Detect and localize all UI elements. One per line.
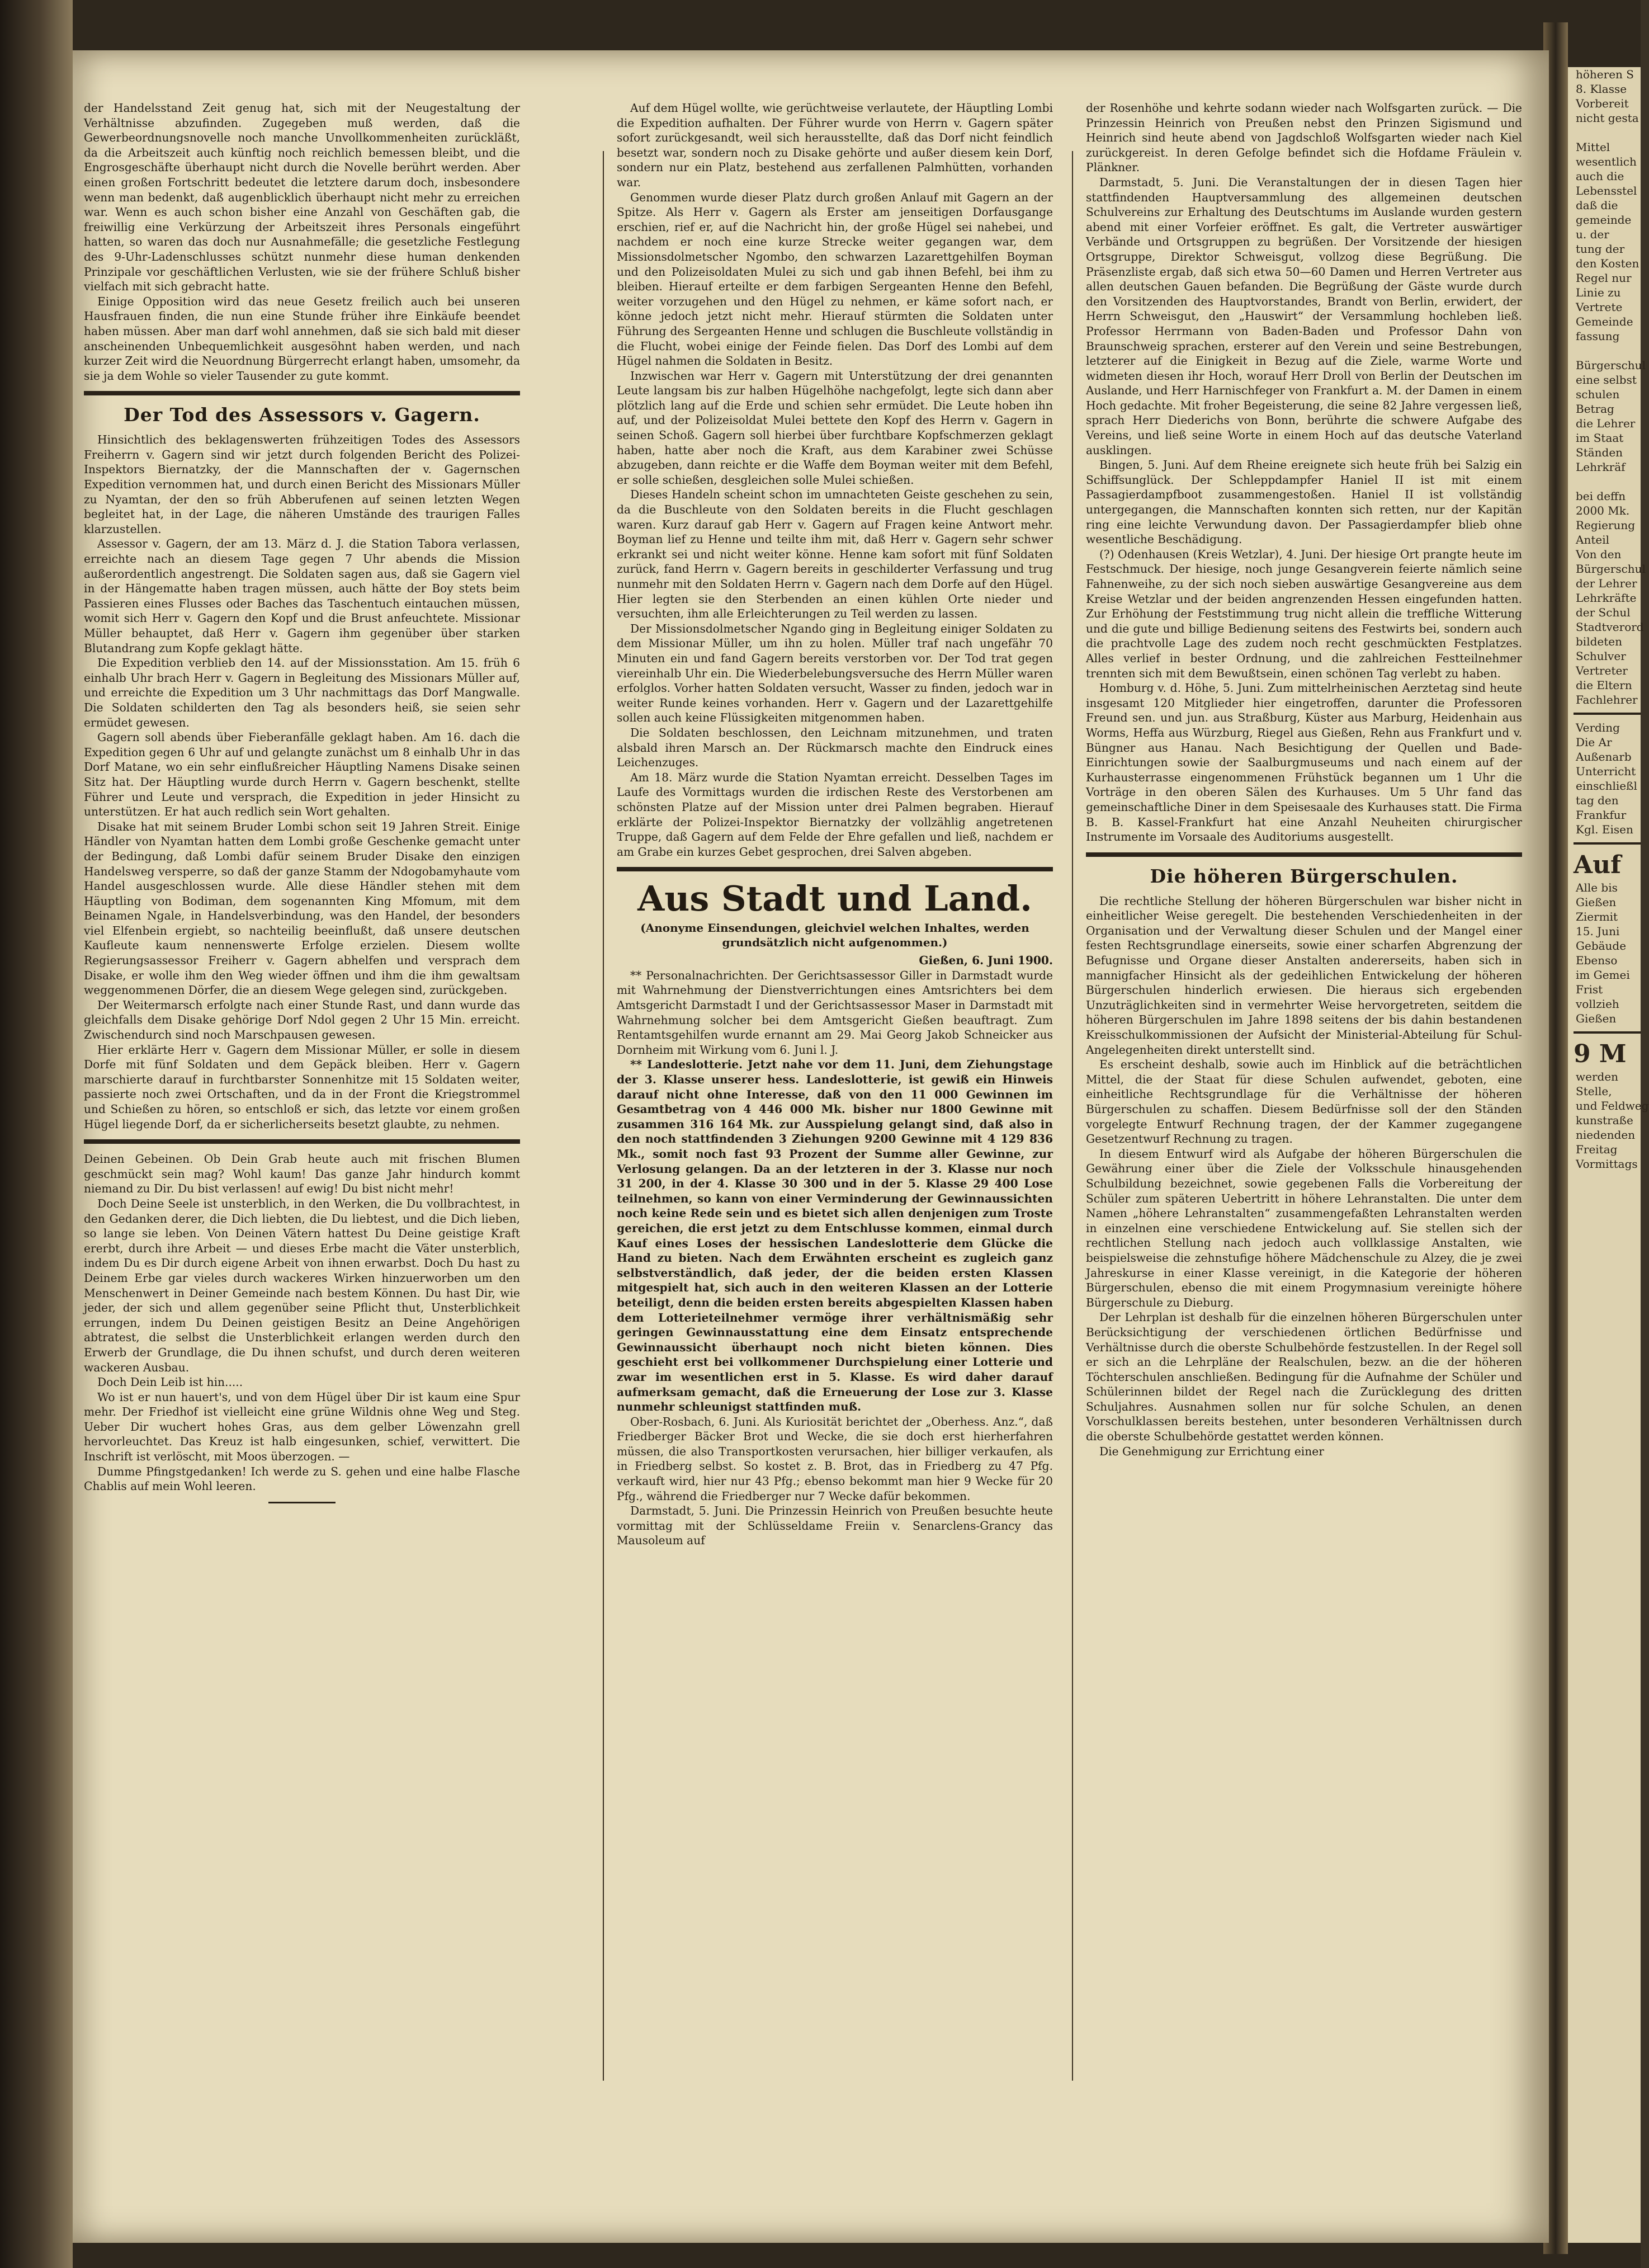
paragraph: Wo ist er nun hauert's, und von dem Hügel über Dir ist kaum eine Spur mehr. Der Friedhof ist vielleicht eine grüne Wildnis ohne Weg und Steg. Ueber Dir wuchert hohes Gras, aus dem gelber Löwenzahn grell hervorleuchtet. Das Kreuz ist halb eingesunken, schief, verwittert. Die Inschrift ist verlöscht, mit Moos überzogen. —: [84, 1390, 520, 1464]
paragraph: In diesem Entwurf wird als Aufgabe der höheren Bürgerschulen die Gewährung einer über die Ziele der Volksschule hinausgehenden Schulbildung bezeichnet, sowie gegebenen Falls die Vorbereitung der Schüler zum späteren Uebertritt in höhere Lehranstalten. Die unter dem Namen „höhere Lehranstalten“ zusammengefaßten Lehranstalten werden in einzelnen eine verschiedene Entwickelung auf. Sie stellen sich der rechtlichen Stellung nach jedoch auch vollklassige Anstalten, wie beispielsweise die zehnstufige höhere Mädchenschule zu Alzey, die je zwei Jahreskurse in einer Klasse vereinigt, in die Kategorie der höheren Bürgerschulen, ebenso die mit einem Progymnasium vereinigte höhere Bürgerschule zu Dieburg.: [1086, 1147, 1522, 1309]
article-heading: Der Tod des Assessors v. Gagern.: [124, 404, 480, 426]
next-page-line: bei deffn: [1576, 489, 1626, 503]
paragraph: Dumme Pfingstgedanken! Ich werde zu S. gehen und eine halbe Flasche Chablis auf mein Wohl leeren.: [84, 1464, 520, 1493]
next-page-line: Stelle,: [1576, 1085, 1612, 1098]
next-page-line: Regel nur: [1576, 271, 1632, 285]
next-page-line: schulen: [1576, 388, 1620, 401]
paragraph: Bingen, 5. Juni. Auf dem Rheine ereignete sich heute früh bei Salzig ein Schiffsunglück. Der Schleppdampfer Haniel II ist mit einem Passagierdampfboot zusammengestoßen. Haniel II ist vollständig untergegangen, die Mannschaften konnten sich retten, nur der Kapitän ring eine leichte Verwundung davon. Der Passagierdampfer blieb ohne wesentliche Beschädigung.: [1086, 458, 1522, 546]
paragraph: Inzwischen war Herr v. Gagern mit Unterstützung der drei genannten Leute langsam bis zur halben Hügelhöhe nachgefolgt, legte sich dann aber plötzlich lang auf die Erde und schien sehr ermüdet. Die Leute hoben ihn auf, und der Polizeisoldat Mulei bettete den Kopf des Herrn v. Gagern in seinen Schoß. Gagern soll hierbei über furchtbare Kopfschmerzen geklagt haben, hatte aber noch die Kraft, aus dem Karabiner zwei Schüsse abzugeben, dann reichte er die Waffe dem Boyman weiter mit dem Befehl, er solle schießen, desgleichen solle Mulei schießen.: [617, 369, 1053, 487]
next-page-big-heading: Auf: [1574, 851, 1622, 879]
next-page-line: vollzieh: [1576, 997, 1619, 1011]
next-page-line: Anteil: [1576, 533, 1609, 546]
next-page-line: Ständen: [1576, 446, 1623, 459]
paragraph: Ober-Rosbach, 6. Juni. Als Kuriosität berichtet der „Oberhess. Anz.“, daß Friedberger Bäcker Brot und Wecke, die sie doch erst hierherfahren müssen, die also Transportkosten verursachen, hier billiger verkaufen, als in Friedberg selbst. So kostet z. B. Brot, das in Friedberg zu 47 Pfg. verkauft wird, hier nur 43 Pfg.; ebenso bekommt man hier 9 Wecke für 20 Pfg., während die Friedberger nur 7 Wecke dafür bekommen.: [617, 1414, 1053, 1503]
column-rule: [1072, 151, 1073, 2081]
next-page-line: und Feldweg: [1576, 1099, 1649, 1112]
next-page-line: Bürgerschul: [1576, 562, 1646, 576]
paragraph: Es erscheint deshalb, sowie auch im Hinblick auf die beträchtlichen Mittel, die der Staat für diese Schulen aufwendet, geboten, eine einheitliche Rechtsgrundlage für die Verhältnisse der höheren Bürgerschulen zu schaffen. Diesem Bedürfnisse soll der den Ständen vorgelegte Entwurf Rechnung tragen, der der Kammer zugegangene Gesetzentwurf Rechnung zu tragen.: [1086, 1058, 1522, 1146]
next-page-line: Gießen: [1576, 895, 1617, 909]
dateline: Gießen, 6. Juni 1900.: [919, 954, 1053, 968]
next-page-line: Verding: [1576, 721, 1620, 734]
next-page-line: Ebenso: [1576, 954, 1618, 967]
next-page-line: wesentlich: [1576, 155, 1637, 168]
next-page-line: der Lehrer: [1576, 577, 1637, 590]
article-heading: Die höheren Bürgerschulen.: [1150, 865, 1458, 887]
next-page-line: eine selbst: [1576, 373, 1637, 386]
next-page-line: Frist: [1576, 983, 1603, 996]
next-page-line: den Kosten: [1576, 257, 1639, 270]
next-page-line: Vertreter: [1576, 664, 1628, 677]
next-page-line: einschließl: [1576, 779, 1637, 793]
next-page-box: [1568, 1069, 1649, 1171]
paragraph: Gagern soll abends über Fieberanfälle geklagt haben. Am 16. dach die Expedition gegen 6 Uhr auf und gelangte zunächst um 8 einhalb Uhr in das Dorf Matane, wo ein sehr einflußreicher Häuptling Namens Disake seinen Sitz hat. Der Häuptling wurde durch Herrn v. Gagern beschenkt, stellte Führer und Leute und versprach, die Expedition in jeder Hinsicht zu unterstützen. Er hat auch redlich sein Wort gehalten.: [84, 730, 520, 819]
next-page-line: fassung: [1576, 329, 1620, 343]
paragraph: Der Weitermarsch erfolgte nach einer Stunde Rast, und dann wurde das gleichfalls dem Disake gehörige Dorf Ndol gegen 2 Uhr 15 Min. erreicht. Zwischendurch sind noch Marschpausen gewesen.: [84, 998, 520, 1042]
next-page-line: werden: [1576, 1070, 1619, 1083]
next-page-line: bildeten: [1576, 635, 1622, 648]
paragraph: ** Personalnachrichten. Der Gerichtsassessor Giller in Darmstadt wurde mit Wahrnehmung der Dienstverrichtungen eines Amtsrichters bei dem Amtsgericht Darmstadt I und der Gerichtsassessor Maser in Darmstadt mit Wahrnehmung solcher bei dem Amtsgericht Gießen beauftragt. Zum Rentamtsgehilfen wurde ernannt am 29. Mai Georg Jakob Schneicker aus Dornheim mit Wirkung vom 6. Juni l. J.: [617, 968, 1053, 1057]
next-page-line: 2000 Mk.: [1576, 504, 1630, 517]
next-page-line: höheren S: [1576, 68, 1634, 81]
next-page-line: Mittel: [1576, 140, 1610, 154]
paragraph: Deinen Gebeinen. Ob Dein Grab heute auch mit frischen Blumen geschmückt sein mag? Wohl kaum! Das ganze Jahr hindurch kommt niemand zu Dir. Du bist verlassen! auf ewig! Du bist nicht mehr!: [84, 1152, 520, 1196]
next-page-line: Gemeinde: [1576, 315, 1633, 328]
next-page-line: der Schul: [1576, 606, 1631, 619]
next-page-line: die Lehrer: [1576, 417, 1636, 430]
paragraph: Hier erklärte Herr v. Gagern dem Missionar Müller, er solle in diesem Dorfe mit fünf Soldaten und dem Gepäck bleiben. Herr v. Gagern marschierte darauf in furchtbarster Sonnenhitze mit 15 Soldaten weiter, passierte noch zwei Ortschaften, und da in der Front die Kriegstrommel und Schießen zu hören, so entschloß er sich, das letzte vor einem großen Hügel liegende Dorf, da er sicherlicherseits besetzt glaubte, zu nehmen.: [84, 1043, 520, 1131]
paragraph: (?) Odenhausen (Kreis Wetzlar), 4. Juni. Der hiesige Ort prangte heute im Festschmuck. Der hiesige, noch junge Gesangverein feierte nämlich seine Fahnenweihe, zu der sich noch sieben auswärtige Gesangvereine aus dem Kreise Wetzlar und der beiden angrenzenden Hessen eingefunden hatten. Zur Erhöhung der Feststimmung trug nicht allein die treffliche Witterung und die gute und billige Bedienung seitens des Festwirts bei, sondern auch die prachtvolle Lage des zudem noch recht geschmückten Festplatzes. Alles verlief in bester Ordnung, und die zahlreichen Festteilnehmer trennten sich mit dem Bewußtsein, einen schönen Tag verlebt zu haben.: [1086, 547, 1522, 680]
next-page-line: Freitag: [1576, 1143, 1618, 1156]
next-page-line: Schulver: [1576, 649, 1626, 663]
next-page-line: im Gemei: [1576, 968, 1630, 982]
section-subtitle: (Anonyme Einsendungen, gleichviel welchen Inhaltes, werden grundsätzlich nicht aufgenommen.): [640, 921, 1029, 950]
divider: [617, 867, 1053, 871]
next-page-line: Vorbereit: [1576, 97, 1629, 110]
paragraph: Hinsichtlich des beklagenswerten frühzeitigen Todes des Assessors Freiherrn v. Gagern sind wir jetzt durch folgenden Bericht des Polizei-Inspektors Biernatzky, der die Mannschaften der v. Gagernschen Expedition vernommen hat, und durch einen Bericht des Missionars Müller zu Nyamtan, der den so früh Abberufenen auf seinen letzten Wegen begleitet hat, in der Lage, die näheren Umstände des traurigen Falles klarzustellen.: [84, 433, 520, 536]
next-page-line: Ziermit: [1576, 910, 1618, 923]
next-page-line: im Staat: [1576, 431, 1624, 445]
paragraph: Auf dem Hügel wollte, wie gerüchtweise verlautete, der Häuptling Lombi die Expedition aufhalten. Der Führer wurde von Herrn v. Gagern später sofort zurückgesandt, weil sich herausstellte, daß das Dorf nicht feindlich besetzt war, sondern noch zu Disake gehörte und außer diesem kein Dorf, sondern nur ein Platz, bestehend aus zerfallenen Palmhütten, vorhanden war.: [617, 101, 1053, 189]
section-title: Aus Stadt und Land.: [637, 878, 1032, 920]
next-page-line: Lehrkräf: [1576, 460, 1626, 474]
column-3: [1086, 101, 1522, 1459]
next-page-line: [1568, 343, 1641, 358]
next-page-line: tag den: [1576, 794, 1619, 807]
next-page-line: [1568, 125, 1641, 140]
column-2: [617, 101, 1053, 1548]
divider: [84, 1139, 520, 1144]
next-page-line: Betrag: [1576, 402, 1614, 416]
paragraph: Die Genehmigung zur Errichtung einer: [1099, 1444, 1324, 1458]
paragraph: Genommen wurde dieser Platz durch großen Anlauf mit Gagern an der Spitze. Als Herr v. Gagern als Erster am jenseitigen Dorfausgange erschien, rief er, auf die Nachricht hin, der große Hügel sei nahebei, und nachdem er noch eine kurze Strecke weiter gegangen war, dem Missionsdolmetscher Ngombo, den schwarzen Lazarettgehilfen Boyman und den Polizeisoldaten Mulei zu sich und gab ihnen Befehl, bei ihm zu bleiben. Hierauf erteilte er dem farbigen Sergeanten Henne den Befehl, weiter vorzugehen und den Hügel zu nehmen, er käme sofort nach, er könne jedoch jetzt nicht mehr. Hierauf stürmten die Soldaten unter Führung des Sergeanten Henne und schlugen die Buschleute vollständig in die Flucht, wobei einige der Feinde fielen. Das Dorf des Lombi auf dem Hügel nahmen die Soldaten in Besitz.: [617, 190, 1053, 368]
paragraph: Doch Deine Seele ist unsterblich, in den Werken, die Du vollbrachtest, in den Gedanken derer, die Dich liebten, die Du liebtest, und die Dich lieben, so lange sie leben. Von Deinen Vätern hattest Du Deine geistige Kraft ererbt, durch ihre Arbeit — und dieses Erbe macht die Väter unsterblich, indem Du es Dir durch eigene Arbeit von ihnen erwarbst. Doch Du hast zu Deinem Erbe gar vieles durch wackeres Wirken hinzuerworben um den Menschenwert in Deiner Gemeinde nach bestem Können. Du hast Dir, wie jeder, der sich und allem gegenüber seine Pflicht thut, Unsterblichkeit errungen, indem Du Deinen geistigen Besitz an Deine Angehörigen abtratest, die selbst die Unsterblichkeit erlangen werden durch den Erwerb der Grundlage, die Du ihnen schufst, und durch deren weiteren wackeren Ausbau.: [84, 1196, 520, 1374]
next-page-line: Unterricht: [1576, 765, 1636, 778]
paragraph: Homburg v. d. Höhe, 5. Juni. Zum mittelrheinischen Aerztetag sind heute insgesamt 120 Mitglieder hier eingetroffen, darunter die Professoren Freund sen. und jun. aus Straßburg, Küster aus Marburg, Heidenhain aus Worms, Heffa aus Würzburg, Riegel aus Gießen, Rehn aus Frankfurt und v. Büngner aus Hanau. Nach Besichtigung der Quellen und Bade-Einrichtungen sowie der Saalburgmuseums und nach einem auf der Kurhausterrasse eingenommenen Frühstück begannen um 1 Uhr die Vorträge in den oberen Sälen des Kurhauses. Um 5 Uhr fand das gemeinschaftliche Diner in dem Speisesaale des Kurhauses statt. Die Firma B. B. Kassel-Frankfurt hat eine Anzahl Neuheiten chirurgischer Instrumente im Vorsaale des Auditoriums ausgestellt.: [1086, 681, 1522, 844]
next-page-line: Vormittags: [1576, 1157, 1638, 1171]
next-page-line: Gießen: [1576, 1012, 1617, 1025]
next-page-line: kunstraße: [1576, 1114, 1633, 1127]
divider: [84, 391, 520, 395]
next-page-line: Gebäude: [1576, 939, 1627, 953]
next-page-line: Von den: [1576, 548, 1622, 561]
next-page-box: [1568, 880, 1641, 1026]
paragraph: Am 18. März wurde die Station Nyamtan erreicht. Desselben Tages im Laufe des Vormittags wurden die irdischen Reste des Verstorbenen am schönsten Platze auf der Mission unter drei Palmen begraben. Hierauf erklärte der Polizei-Inspektor Biernatzky der vollzählig angetretenen Truppe, daß Gagern auf dem Felde der Ehre gefallen und ließ, nachdem er am Grabe ein kurzes Gebet gesprochen, drei Salven abgeben.: [617, 770, 1053, 859]
paragraph: Der Missionsdolmetscher Ngando ging in Begleitung einiger Soldaten zu dem Missionar Müller, um ihn zu holen. Müller traf nach ungefähr 70 Minuten ein und fand Gagern bereits verstorben vor. Der Tod trat gegen viereinhalb Uhr ein. Die Wiederbelebungsversuche des Herrn Müller waren erfolglos. Vorher hatten Soldaten versucht, Wasser zu finden, jedoch war in weiter Runde keines vorhanden. Herr v. Gagern und der Lazarettgehilfe sollen auch keine Flüssigkeiten mitgenommen haben.: [617, 621, 1053, 725]
paragraph: Der Lehrplan ist deshalb für die einzelnen höheren Bürgerschulen unter Berücksichtigung der verschiedenen örtlichen Bedürfnisse und Verhältnisse durch die oberste Schulbehörde festzustellen. In der Regel soll er sich an die Lehrpläne der Realschulen, bezw. an die der höheren Töchterschulen anschließen. Bedingung für die Aufnahme der Schüler und Schülerinnen bildet der Regel nach die Zurücklegung des dritten Schuljahres. Ausnahmen sollen nur für solche Schulen, an denen Vorschulklassen bereits bestehen, unter besonderen Verhältnissen durch die oberste Schulbehörde gestattet werden können.: [1086, 1310, 1522, 1444]
next-page-edge: [1568, 67, 1649, 2243]
paragraph: Die rechtliche Stellung der höheren Bürgerschulen war bisher nicht in einheitlicher Weise geregelt. Die bestehenden Verschiedenheiten in der Organisation und der Verwaltung dieser Schulen und der Mangel einer festen Rechtsgrundlage einerseits, sowie einer scharfen Abgrenzung der Befugnisse und Organe dieser Anstalten andererseits, haben sich in mannigfacher Hinsicht als der gedeihlichen Entwickelung der höheren Bürgerschulen hinderlich erwiesen. Die hieraus sich ergebenden Unzuträglichkeiten sind in vermehrter Weise hervorgetreten, seitdem die höheren Bürgerschulen im Jahre 1898 seitens der bis dahin bestandenen Kreisschulkommissionen der Aufsicht der Ministerial-Abteilung für Schul-Angelegenheiten direkt unterstellt sind.: [1086, 894, 1522, 1057]
column-1: [84, 101, 520, 1511]
paragraph: Disake hat mit seinem Bruder Lombi schon seit 19 Jahren Streit. Einige Händler von Nyamtan hatten dem Lombi große Geschenke gemacht unter der Bedingung, daß Lombi dafür seinem Bruder Disake den einzigen Handelsweg versperre, so daß der ganze Stamm der Ndogobamyhaute vom Handel ausgeschlossen wurde. Alle diese Händler stehen mit dem Häuptling von Bodiman, dem sogenannten King Mfomum, mit dem Beinamen Ngale, in Handelsverbindung, was den Handel, der besonders viel Elfenbein ergiebt, so nachteilig beeinflußt, daß unsere deutschen Kaufleute kaum nennenswerte Erfolge erzielen. Diesem wollte Regierungsassessor Freiherr v. Gagern abhelfen und versprach dem Disake, er wolle ihm den Weg wieder öffnen und ihm die ihm gewaltsam weggenommenen Dörfer, die an diesem Wege gelegen sind, zurückgeben.: [84, 819, 520, 997]
paragraph: Einige Opposition wird das neue Gesetz freilich auch bei unseren Hausfrauen finden, die nun eine Stunde früher ihre Einkäufe beendet haben müssen. Aber man darf wohl annehmen, daß sie sich bald mit dieser anscheinenden Unbequemlichkeit ausgesöhnt haben werden, und nach kurzer Zeit wird die Neuordnung Bürgerrecht erlangt haben, umsomehr, da sie ja dem Wohle so vieler Tausender zu gute kommt.: [84, 294, 520, 383]
paragraph: der Rosenhöhe und kehrte sodann wieder nach Wolfsgarten zurück. — Die Prinzessin Heinrich von Preußen nebst den Prinzen Sigismund und Heinrich sind heute abend von Jagdschloß Wolfsgarten wieder nach Kiel zurückgereist. In deren Gefolge befindet sich die Hofdame Fräulein v. Plänkner.: [1086, 101, 1522, 175]
next-page-line: niedenden: [1576, 1128, 1636, 1142]
divider: [1574, 1031, 1641, 1034]
next-page-line: nicht gesta: [1576, 111, 1639, 125]
next-page-line: Stadtverord: [1576, 620, 1644, 634]
next-page-box: [1568, 720, 1641, 837]
next-page-line: tung der: [1576, 242, 1625, 256]
next-page-line: Die Ar: [1576, 735, 1612, 749]
next-page-line: [1568, 474, 1641, 489]
next-page-line: Bürgerschul: [1576, 359, 1646, 372]
next-page-line: u. der: [1576, 228, 1609, 241]
next-page-line: Lebensstel: [1576, 184, 1637, 197]
next-page-line: Fachlehrer: [1576, 693, 1638, 706]
next-page-line: Alle bis: [1576, 881, 1618, 894]
end-rule: [268, 1502, 336, 1503]
paragraph: ** Landeslotterie. Jetzt nahe vor dem 11. Juni, dem Ziehungstage der 3. Klasse unserer hess. Landeslotterie, ist gewiß ein Hinweis darauf nicht ohne Interesse, daß von den 11 000 Gewinnen im Gesamtbetrag von 4 446 000 Mk. bisher nur 1800 Gewinne mit zusammen 316 164 Mk. zur Ausspielung gelangt sind, daß also in den noch stattfindenden 3 Ziehungen 9200 Gewinne mit 4 129 836 Mk., somit noch fast 93 Prozent der Summe aller Gewinne, zur Verlosung gelangen. Da an der letzteren in der 3. Klasse nur noch 31 200, in der 4. Klasse 30 300 und in der 5. Klasse 29 400 Lose teilnehmen, so kann von einer Verminderung der Gewinnaussichten noch keine Rede sein und es bietet sich allen denjenigen zum Troste gereichen, die erst jetzt zu dem Entschlusse kommen, einmal durch Kauf eines Loses der hessischen Landeslotterie dem Glücke die Hand zu bieten. Nach dem Erwähnten erscheint es zugleich ganz selbstverständlich, daß jeder, der die beiden ersten Klassen mitgespielt hat, sich auch in den weiteren Klassen an der Lotterie beteiligt, denn die beiden ersten bereits abgespielten Klassen haben dem Lotterieteilnehmer vermöge ihrer verhältnismäßig sehr geringen Gewinnausstattung eine dem Einsatz entsprechende Gewinnaussicht überhaupt noch nicht bieten können. Dies geschieht erst bei vollkommener Durchspielung einer Lotterie und zwar im wesentlichen erst in 5. Klasse. Es wird daher darauf aufmerksam gemacht, daß die Erneuerung der Lose zur 3. Klasse nunmehr schleunigst stattfinden muß.: [617, 1058, 1053, 1414]
next-page-line: Vertrete: [1576, 300, 1623, 314]
next-page-line: die Eltern: [1576, 678, 1632, 692]
paragraph: Die Expedition verblieb den 14. auf der Missionsstation. Am 15. früh 6 einhalb Uhr brach Herr v. Gagern in Begleitung des Missionars Müller auf, und erreichte die Expedition um 3 Uhr nachmittags das Dorf Mangwalle. Die Soldaten schilderten den Tag als besonders heiß, sie seien sehr ermüdet gewesen.: [84, 656, 520, 729]
next-page-line: auch die: [1576, 169, 1624, 183]
next-page-line: daß die: [1576, 199, 1618, 212]
paragraph: Doch Dein Leib ist hin.....: [97, 1375, 243, 1389]
next-page-line: Kgl. Eisen: [1576, 823, 1633, 836]
divider: [1086, 852, 1522, 857]
paragraph: Darmstadt, 5. Juni. Die Veranstaltungen der in diesen Tagen hier stattfindenden Hauptversammlung des allgemeinen deutschen Schulvereins zur Erhaltung des Deutschtums im Auslande wurden gestern abend mit einer Vorfeier eröffnet. Es galt, die Vertreter auswärtiger Verbände und Ortsgruppen zu begrüßen. Der Vorsitzende der hiesigen Ortsgruppe, Direktor Schweisgut, vollzog diese Begrüßung. Die Präsenzliste ergab, daß sich etwa 50—60 Damen und Herren Vertreter aus allen deutschen Gauen befanden. Die Begrüßung der Gäste wurde durch den Vorsitzenden des Hauptvorstandes, Brandt von Berlin, erwidert, der Herrn Schweisgut, den „Hauswirt“ der Versammlung hochleben ließ. Professor Herrmann von Baden-Baden und Professor Dahn von Braunschweig sprachen, ersterer auf den Verein und seine Bestrebungen, letzterer auf die Einigkeit in Bezug auf die Ziele, warme Worte und widmeten diesen ihr Hoch, worauf Herr Droll von Berlin der Deutschen im Auslande, und Herr Harnischfeger von Frankfurt a. M. der Damen in einem Hoch gedachte. Mit froher Begeisterung, die seine 82 Jahre vergessen ließ, sprach Herr Diederichs von Bonn, berührte die schwere Aufgabe des Vereins, und ließ seine Worte in einem Hoch auf das deutsche Vaterland ausklingen.: [1086, 175, 1522, 457]
paragraph: Assessor v. Gagern, der am 13. März d. J. die Station Tabora verlassen, erreichte nach an diesem Tage gegen 7 Uhr abends die Mission außerordentlich angestrengt. Die Soldaten sagen aus, daß sie Gagern viel in der Hängematte haben tragen müssen, auch hätte der Boy stets beim Passieren eines Flusses oder Baches das Taschentuch eintauchen müssen, womit sich Herr v. Gagern den Kopf und die Brust anfeuchtete. Missionar Müller behauptet, daß Herr v. Gagern ihm gegenüber über starken Blutandrang zum Kopfe geklagt hätte.: [84, 537, 520, 655]
next-page-line: 8. Klasse: [1576, 82, 1627, 96]
next-page-line: Außenarb: [1576, 750, 1632, 763]
next-page-line: 15. Juni: [1576, 925, 1620, 938]
left-page-edge: [0, 0, 73, 2268]
column-rule: [603, 151, 604, 2081]
paragraph: der Handelsstand Zeit genug hat, sich mit der Neugestaltung der Verhältnisse abzufinden. Zugegeben muß werden, daß die Gewerbeordnungsnovelle noch manche Unvollkommenheiten zurückläßt, da die Arbeitszeit auch künftig noch reichlich bemessen bleibt, und die Engrosgeschäfte überhaupt nicht durch die Novelle berührt werden. Aber einen großen Fortschritt bedeutet die letztere darum doch, insbesondere wenn man bedenkt, daß augenblicklich überhaupt nicht mehr zu erreichen war. Wenn es auch schon bisher eine Anzahl von Geschäften gab, die freiwillig eine Verkürzung der Arbeitszeit ihres Personals eingeführt hatten, so waren das doch nur Ausnahmefälle; die gesetzliche Festlegung des 9-Uhr-Ladenschlusses schützt nunmehr diese human denkenden Prinzipale vor geschäftlichen Verlusten, wie sie der frühere Schluß bisher vielfach mit sich gebracht hatte.: [84, 101, 520, 294]
next-page-line: Lehrkräfte: [1576, 591, 1637, 605]
next-page-text: [1568, 67, 1646, 707]
paragraph: Darmstadt, 5. Juni. Die Prinzessin Heinrich von Preußen besuchte heute vormittag mit der Schlüsseldame Freiin v. Senarclens-Grancy das Mausoleum auf: [617, 1504, 1053, 1548]
next-page-line: Linie zu: [1576, 286, 1621, 299]
divider: [1574, 842, 1641, 845]
next-page-big-heading: 9 M: [1574, 1040, 1627, 1068]
paragraph: Dieses Handeln scheint schon im umnachteten Geiste geschehen zu sein, da die Buschleute von den Soldaten bereits in die Flucht geschlagen waren. Kurz darauf gab Herr v. Gagern auf Fragen keine Antwort mehr. Boyman lief zu Henne und teilte ihm mit, daß Herr v. Gagern sehr schwer erkrankt sei und nicht weiter könne. Henne kam sofort mit fünf Soldaten zurück, fand Herrn v. Gagern bereits in geschilderter Verfassung und trug nunmehr mit den Soldaten Herrn v. Gagern nach dem Dorfe auf den Hügel. Hier legten sie den Sterbenden an einen kühlen Orte nieder und versuchten, ihm alle Erleichterungen zu Teil werden zu lassen.: [617, 488, 1053, 621]
divider: [1574, 713, 1641, 715]
paragraph: Die Soldaten beschlossen, den Leichnam mitzunehmen, und traten alsbald ihren Marsch an. Der Rückmarsch machte den Eindruck eines Leichenzuges.: [617, 725, 1053, 770]
next-page-line: Frankfur: [1576, 808, 1627, 822]
next-page-line: Regierung: [1576, 518, 1636, 532]
next-page-line: gemeinde: [1576, 213, 1632, 227]
